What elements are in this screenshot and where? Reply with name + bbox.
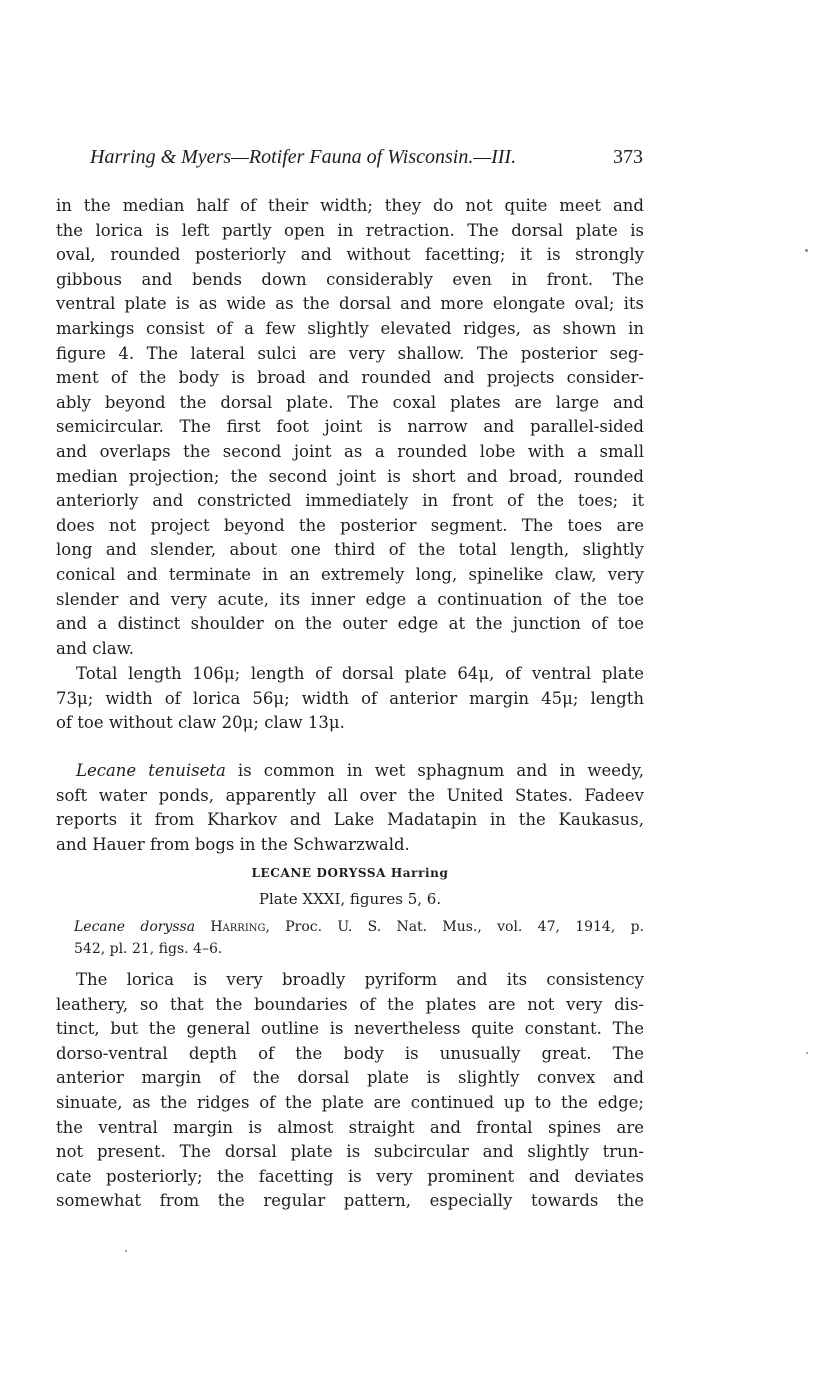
text-line: oval, rounded posteriorly and without facetting; it is strongly bbox=[56, 245, 644, 265]
text-line: gibbous and bends down considerably even in front. The bbox=[56, 269, 644, 289]
paragraph-distribution bbox=[56, 759, 644, 857]
text-line: 73μ; width of lorica 56μ; width of anterior margin 45μ; length bbox=[56, 688, 644, 708]
scan-speck bbox=[125, 1250, 127, 1252]
text-line bbox=[56, 759, 644, 784]
text-line: and overlaps the second joint as a rounded lobe with a small bbox=[56, 441, 644, 461]
text-line: the ventral margin is almost straight and frontal spines are bbox=[56, 1117, 644, 1137]
text-line: ably beyond the dorsal plate. The coxal plates are large and bbox=[56, 392, 644, 412]
text-line: dorso-ventral depth of the body is unusually great. The bbox=[56, 1043, 644, 1063]
text-line: median projection; the second joint is short and broad, rounded bbox=[56, 466, 644, 486]
scan-speck bbox=[805, 249, 808, 252]
text-line: figure 4. The lateral sulci are very shallow. The posterior seg- bbox=[56, 343, 644, 363]
text-line: in the median half of their width; they do not quite meet and bbox=[56, 196, 644, 215]
text-line: of toe without claw 20μ; claw 13μ. bbox=[56, 713, 345, 733]
text-fragment: , Proc. U. S. Nat. Mus., vol. 47, 1914, p. bbox=[265, 919, 644, 935]
citation-line: 542, pl. 21, figs. 4–6. bbox=[74, 941, 223, 957]
text-line: somewhat from the regular pattern, especially towards the bbox=[56, 1191, 644, 1211]
text-line: cate posteriorly; the facetting is very prominent and deviates bbox=[56, 1166, 644, 1186]
text-line: ventral plate is as wide as the dorsal and more elongate oval; its bbox=[56, 294, 644, 314]
text-line: slender and very acute, its inner edge a continuation of the toe bbox=[56, 589, 644, 609]
citation-line bbox=[56, 916, 644, 938]
citation bbox=[56, 916, 644, 960]
scan-speck bbox=[806, 1052, 808, 1054]
text-line: anteriorly and constricted immediately in front of the toes; it bbox=[56, 491, 644, 511]
author-name: Harring bbox=[210, 919, 266, 935]
text-line: soft water ponds, apparently all over the United States. Fadeev bbox=[56, 785, 644, 805]
text-line: semicircular. The first foot joint is narrow and parallel-sided bbox=[56, 417, 644, 437]
text-line: conical and terminate in an extremely long, spinelike claw, very bbox=[56, 564, 644, 584]
text-line: anterior margin of the dorsal plate is slightly convex and bbox=[56, 1068, 644, 1088]
text-line: sinuate, as the ridges of the plate are continued up to the edge; bbox=[56, 1092, 644, 1112]
text-line: the lorica is left partly open in retraction. The dorsal plate is bbox=[56, 220, 644, 240]
page-number: 373 bbox=[613, 146, 643, 168]
text-line: leathery, so that the boundaries of the plates are not very dis- bbox=[56, 994, 644, 1014]
text-line: long and slender, about one third of the total length, slightly bbox=[56, 540, 644, 560]
text-line: does not project beyond the posterior segment. The toes are bbox=[56, 515, 644, 535]
text-line: tinct, but the general outline is nevertheless quite constant. The bbox=[56, 1019, 644, 1039]
running-header bbox=[90, 143, 643, 171]
text-fragment: is common in wet sphagnum and in weedy, bbox=[225, 761, 644, 780]
text-line: Total length 106μ; length of dorsal plate 64μ, of ventral plate bbox=[76, 664, 644, 683]
text-line: The lorica is very broadly pyriform and its consistency bbox=[76, 970, 644, 989]
paragraph-lorica-description bbox=[56, 968, 644, 1214]
plate-reference: Plate XXXI, figures 5, 6. bbox=[258, 890, 442, 908]
species-name: Lecane tenuiseta bbox=[76, 761, 226, 780]
text-line: not present. The dorsal plate is subcircular and slightly trun- bbox=[56, 1142, 644, 1162]
text-line: markings consist of a few slightly elevated ridges, as shown in bbox=[56, 318, 644, 338]
species-heading: LECANE DORYSSA Harring bbox=[251, 866, 449, 880]
text-line: and a distinct shoulder on the outer edge at the junction of toe bbox=[56, 614, 644, 634]
paragraph-measurements bbox=[56, 662, 644, 736]
text-line: reports it from Kharkov and Lake Madatapin in the Kaukasus, bbox=[56, 810, 644, 830]
text-line: and claw. bbox=[56, 638, 135, 658]
text-line: ment of the body is broad and rounded and projects consider- bbox=[56, 368, 644, 388]
species-name: Lecane doryssa bbox=[74, 919, 196, 935]
paragraph-continued-description bbox=[56, 194, 644, 661]
text-line: and Hauer from bogs in the Schwarzwald. bbox=[56, 834, 410, 854]
running-title: Harring & Myers—Rotifer Fauna of Wisconsin.—III. bbox=[90, 146, 517, 168]
